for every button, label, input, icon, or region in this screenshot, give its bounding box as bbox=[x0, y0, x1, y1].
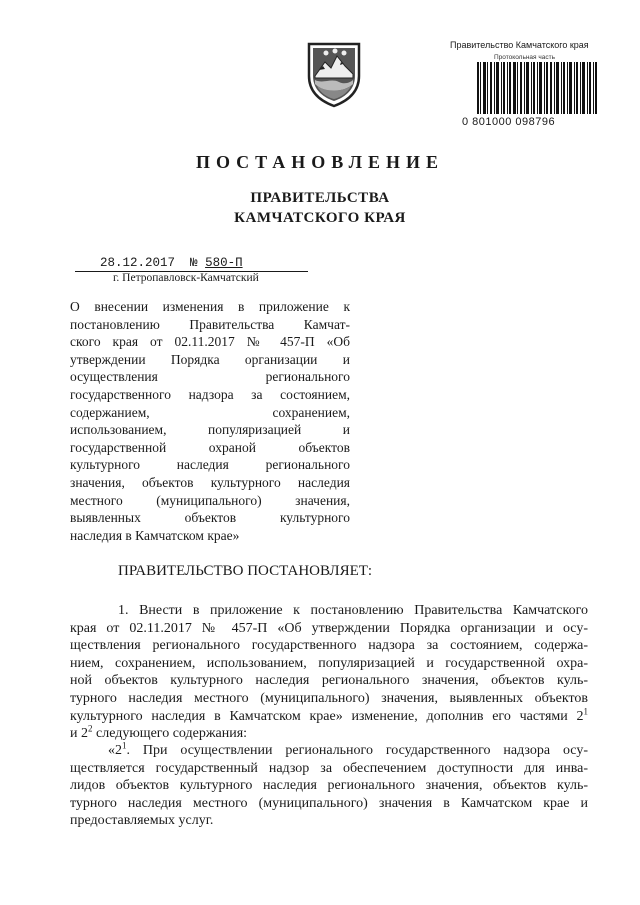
paragraph-line: ной объектов культурного наследия регионального значения, объектов куль- bbox=[70, 673, 588, 689]
subject-line: использованием, популяризацией и bbox=[70, 422, 350, 438]
paragraph-text: и 2 bbox=[70, 726, 88, 742]
paragraph-text: . При осуществлении регионального государственного надзора осу- bbox=[126, 743, 588, 758]
paragraph-1 bbox=[70, 602, 588, 743]
superscript: 1 bbox=[583, 705, 588, 716]
paragraph-line: ществления регионального государственного надзора за состоянием, содержа- bbox=[70, 638, 588, 654]
kamchatka-coat-of-arms-icon bbox=[305, 40, 363, 108]
subject-line: наследия в Камчатском крае» bbox=[70, 527, 240, 543]
barcode-icon bbox=[477, 62, 597, 114]
paragraph-line: нием, сохранением, использованием, популяризацией и государственной охра- bbox=[70, 655, 588, 671]
paragraph-line: ществляется государственный надзор за обеспечением доступности для инва- bbox=[70, 760, 588, 776]
paragraph-text: культурного наследия в Камчатском крае» изменение, дополнив его частями 2 bbox=[70, 708, 584, 724]
document-date: 28.12.2017 bbox=[100, 256, 176, 270]
registration-barcode-block bbox=[440, 38, 610, 138]
paragraph-line bbox=[70, 742, 588, 760]
paragraph-line: лидов объектов культурного наследия регионального значения, объектов куль- bbox=[70, 778, 588, 794]
issuer-line-2: КАМЧАТСКОГО КРАЯ bbox=[234, 210, 406, 226]
document-subject bbox=[70, 298, 350, 544]
paragraph-line: турного наследия местного (муниципального) значения в Камчатском крае и bbox=[70, 795, 588, 811]
paragraph-2 bbox=[70, 742, 588, 830]
subject-line: содержанием, сохранением, bbox=[70, 404, 350, 420]
paragraph-line: 1. Внести в приложение к постановлению Правительства Камчатского bbox=[118, 603, 588, 618]
subject-line: государственного надзора за состоянием, bbox=[70, 386, 350, 402]
subject-line: местного (муниципального) значения, bbox=[70, 492, 350, 508]
subject-line: осуществления регионального bbox=[70, 369, 350, 385]
subject-line: выявленных объектов культурного bbox=[70, 510, 350, 526]
paragraph-line: предоставляемых услуг. bbox=[70, 813, 214, 829]
issuer-line-1: ПРАВИТЕЛЬСТВА bbox=[250, 190, 390, 206]
paragraph-line: турного наследия местного (муниципального) значения, выявленных объектов bbox=[70, 690, 588, 706]
barcode-number: 0 801000 098796 bbox=[462, 116, 556, 128]
paragraph-line bbox=[70, 725, 588, 743]
superscript: 2 bbox=[88, 723, 93, 734]
subject-line: культурного наследия регионального bbox=[70, 457, 350, 473]
paragraph-line bbox=[70, 705, 588, 726]
barcode-subtitle: Протокольная часть bbox=[494, 54, 555, 61]
city-label: г. Петропавловск-Камчатский bbox=[113, 272, 259, 284]
subject-line: постановлению Правительства Камчат- bbox=[70, 316, 350, 332]
superscript: 1 bbox=[122, 740, 127, 751]
subject-line: значения, объектов культурного наследия bbox=[70, 474, 350, 490]
document-type-title: ПОСТАНОВЛЕНИЕ bbox=[195, 152, 445, 172]
subject-line: утверждении Порядка организации и bbox=[70, 351, 350, 367]
paragraph-text: «2 bbox=[108, 743, 122, 758]
paragraph-line: края от 02.11.2017 № 457-П «Об утверждении Порядка организации и осу- bbox=[70, 620, 588, 636]
document-number: 580-П bbox=[205, 256, 243, 270]
date-number-row bbox=[100, 256, 310, 270]
subject-line: О внесении изменения в приложение к bbox=[70, 299, 350, 314]
paragraph-text: следующего содержания: bbox=[92, 726, 248, 742]
subject-line: государственной охраной объектов bbox=[70, 439, 350, 455]
barcode-title: Правительство Камчатского края bbox=[450, 40, 589, 50]
subject-line: ского края от 02.11.2017 № 457-П «Об bbox=[70, 334, 350, 350]
number-sign: № bbox=[190, 256, 198, 270]
decree-heading: ПРАВИТЕЛЬСТВО ПОСТАНОВЛЯЕТ: bbox=[118, 563, 373, 579]
